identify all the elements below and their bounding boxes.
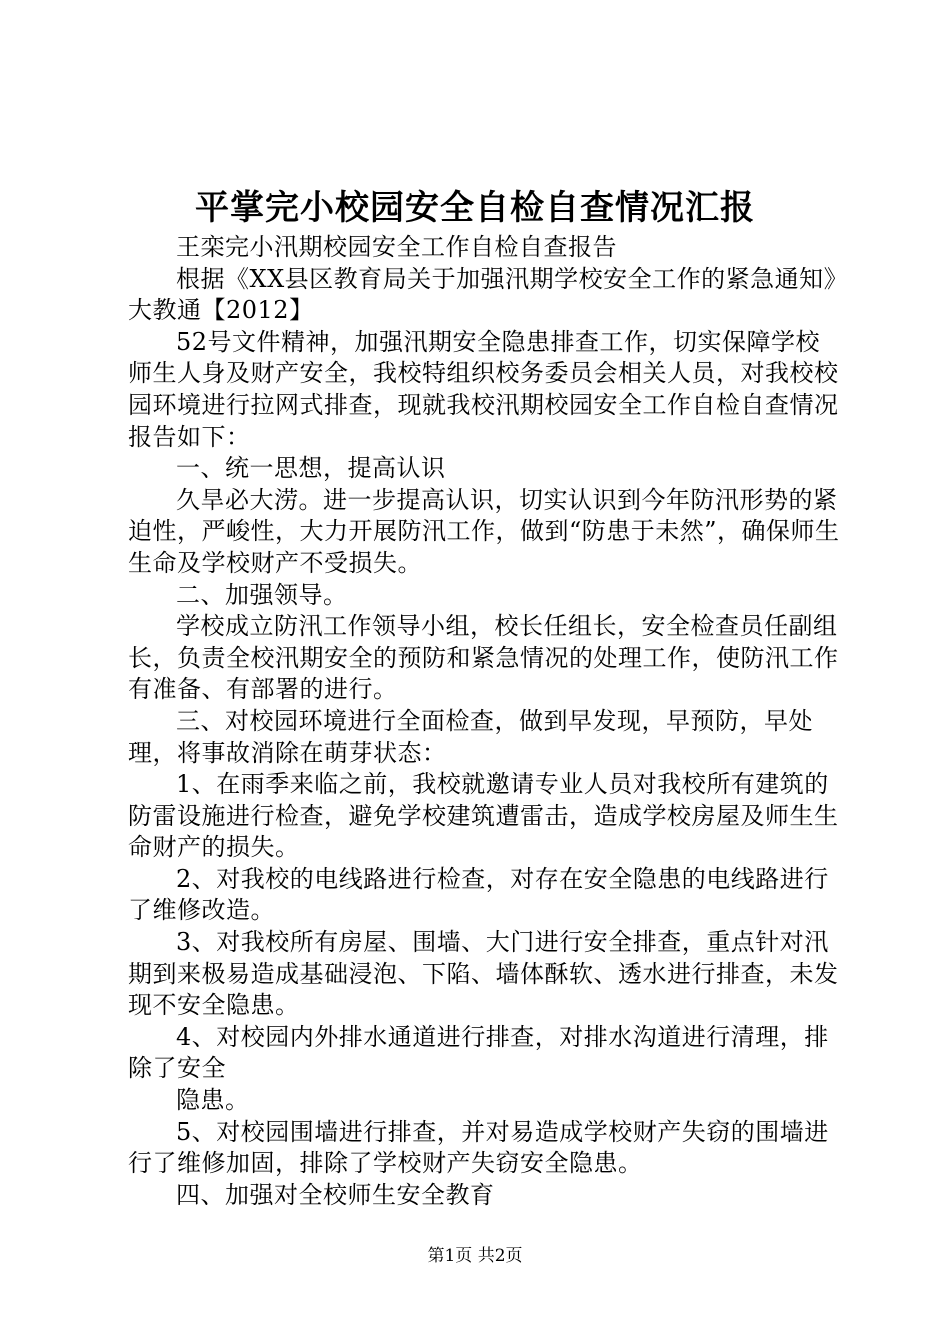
paragraph: 1、在雨季来临之前，我校就邀请专业人员对我校所有建筑的防雷设施进行检查，避免学校建筑遭雷击，造成学校房屋及师生生命财产的损失。	[128, 770, 839, 862]
paragraph: 3、对我校所有房屋、围墙、大门进行安全排查，重点针对汛期到来极易造成基础浸泡、下陷、墙体酥软、透水进行排查，未发现不安全隐患。	[128, 928, 839, 1020]
paragraph: 根据《XX县区教育局关于加强汛期学校安全工作的紧急通知》大教通【2012】	[128, 264, 837, 325]
page-number-footer: 第1页 共2页	[427, 1246, 523, 1266]
document-title: 平掌完小校园安全自检自查情况汇报	[195, 188, 755, 228]
paragraph: 二、加强领导。	[176, 580, 348, 609]
paragraph: 四、加强对全校师生安全教育	[176, 1180, 495, 1209]
paragraph: 王栾完小汛期校园安全工作自检自查报告	[176, 233, 617, 261]
paragraph: 2、对我校的电线路进行检查，对存在安全隐患的电线路进行了维修改造。	[128, 864, 829, 925]
document-body	[128, 232, 840, 1211]
paragraph: 学校成立防汛工作领导小组，校长任组长，安全检查员任副组长，负责全校汛期安全的预防和紧急情况的处理工作，使防汛工作有准备、有部署的进行。	[128, 612, 839, 704]
paragraph: 三、对校园环境进行全面检查，做到早发现，早预防，早处理，将事故消除在萌芽状态：	[128, 706, 813, 767]
paragraph: 久旱必大涝。进一步提高认识，切实认识到今年防汛形势的紧迫性，严峻性，大力开展防汛工作，做到“防患于未然”，确保师生生命及学校财产不受损失。	[128, 485, 840, 577]
paragraph: 一、统一思想，提高认识	[176, 454, 446, 483]
paragraph: 52号文件精神，加强汛期安全隐患排查工作，切实保障学校师生人身及财产安全，我校特组织校务委员会相关人员，对我校校园环境进行拉网式排查，现就我校汛期校园安全工作自检自查情况报告如下：	[128, 327, 839, 451]
paragraph: 5、对校园围墙进行排查，并对易造成学校财产失窃的围墙进行了维修加固，排除了学校财产失窃安全隐患。	[128, 1117, 829, 1178]
paragraph: 隐患。	[176, 1086, 250, 1115]
paragraph: 4、对校园内外排水通道进行排查，对排水沟道进行清理，排除了安全	[128, 1022, 829, 1083]
